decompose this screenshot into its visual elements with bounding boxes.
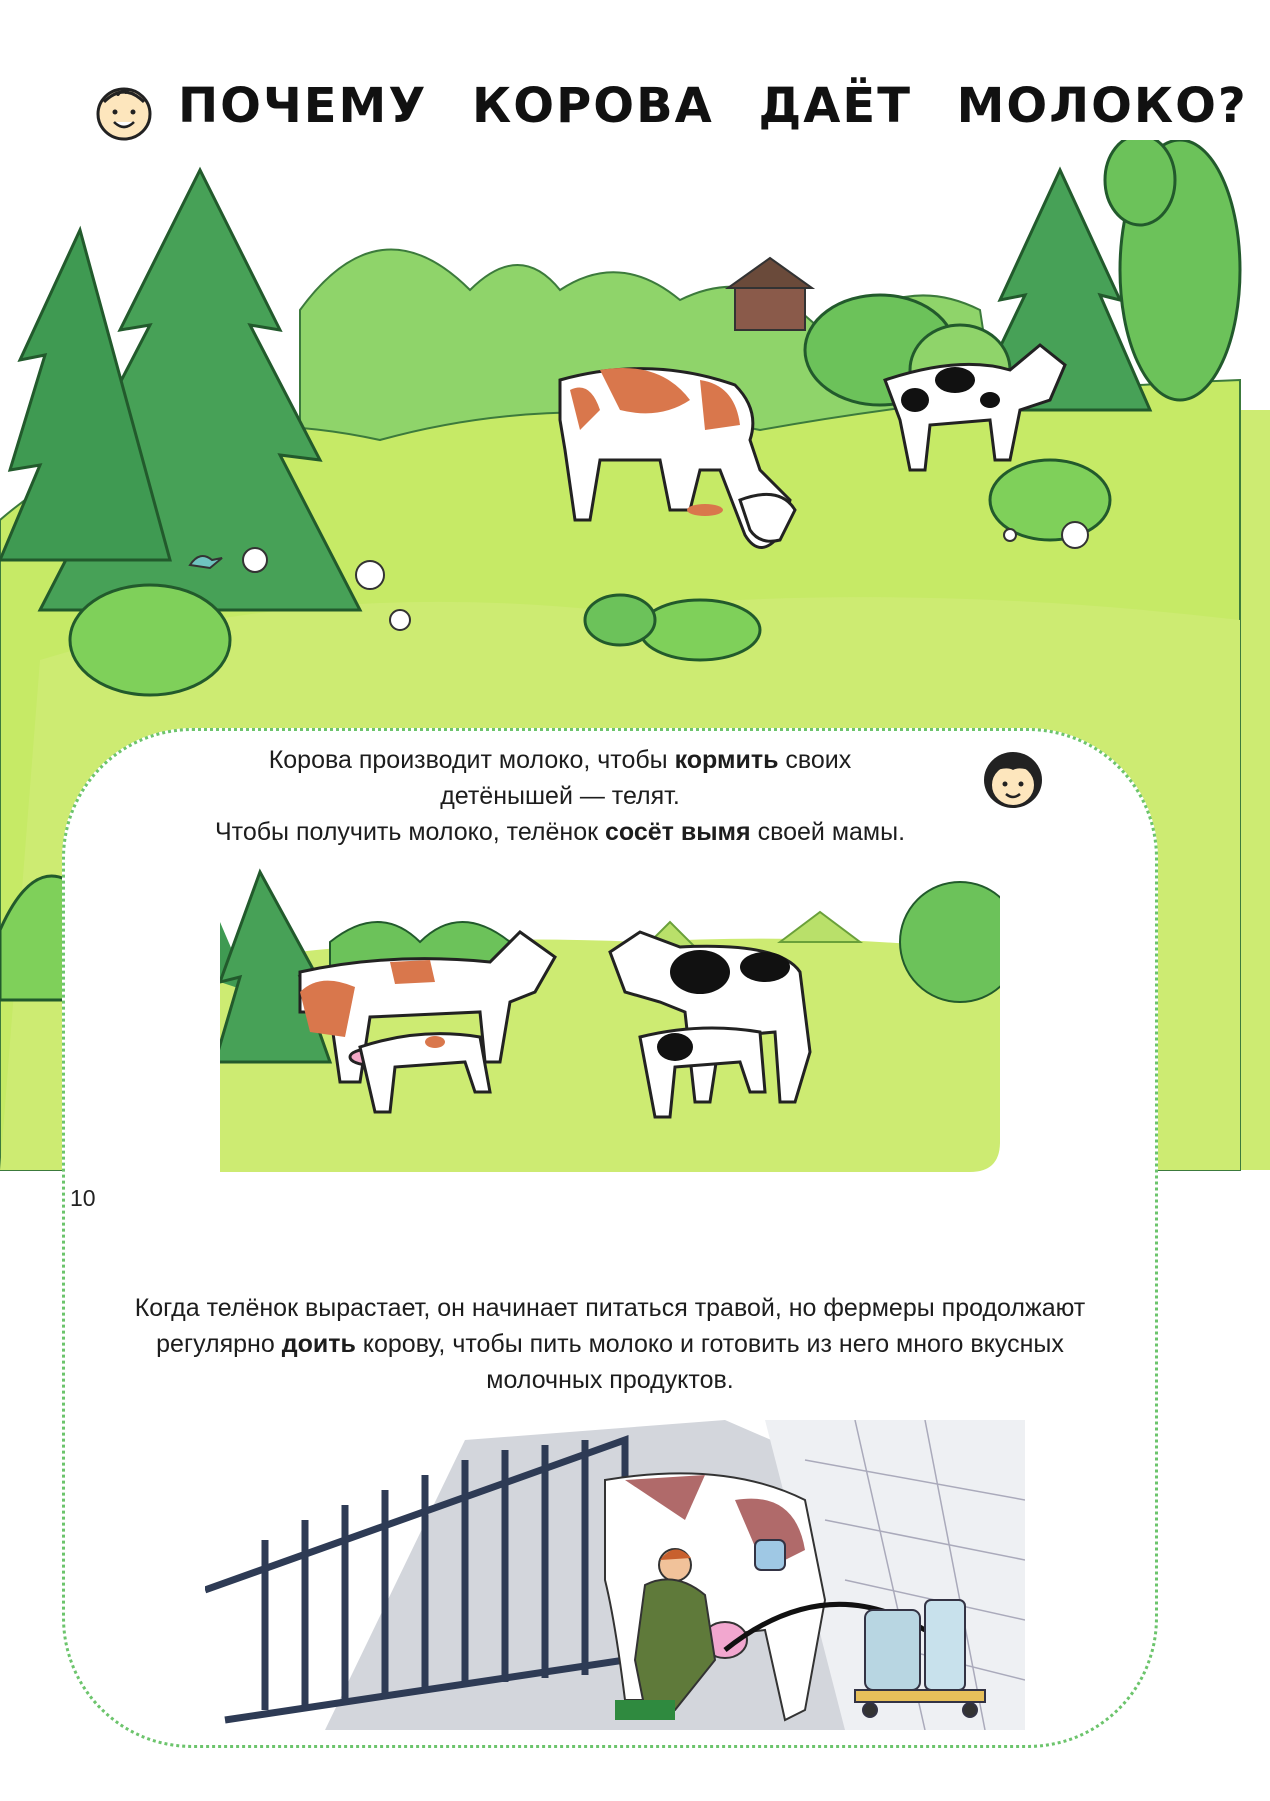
bush <box>990 460 1110 540</box>
bush <box>585 595 655 645</box>
daisy-flower <box>390 610 410 630</box>
paragraph-suckling <box>160 742 960 850</box>
daisy-flower <box>356 561 384 589</box>
paragraph-line: регулярно доить корову, чтобы пить молоко и готовить из него много вкусных <box>156 1330 1064 1358</box>
daisy-flower <box>1062 522 1088 548</box>
daisy-flower <box>243 548 267 572</box>
paragraph-line: Чтобы получить молоко, телёнок сосёт вымя своей мамы. <box>214 818 906 846</box>
paragraph-line: Когда телёнок вырастает, он начинает питаться травой, но фермеры продолжают <box>134 1294 1086 1322</box>
paragraph-line: молочных продуктов. <box>486 1366 734 1394</box>
barn-house <box>728 258 812 330</box>
paragraph-line: детёнышей — телят. <box>440 782 680 810</box>
page-number: 10 <box>70 1185 96 1211</box>
paragraph-milking <box>85 1290 1135 1398</box>
bush <box>640 600 760 660</box>
girl-face-icon <box>980 748 1046 810</box>
bush <box>70 585 230 695</box>
boy-face-icon <box>94 84 154 142</box>
daisy-flower <box>1004 529 1016 541</box>
page-title: ПОЧЕМУ КОРОВА ДАЁТ МОЛОКО? <box>178 78 1248 134</box>
paragraph-line: Корова производит молоко, чтобы кормить своих <box>268 746 852 774</box>
cows-with-calves-illustration <box>220 862 1000 1172</box>
milking-illustration <box>205 1420 1025 1730</box>
